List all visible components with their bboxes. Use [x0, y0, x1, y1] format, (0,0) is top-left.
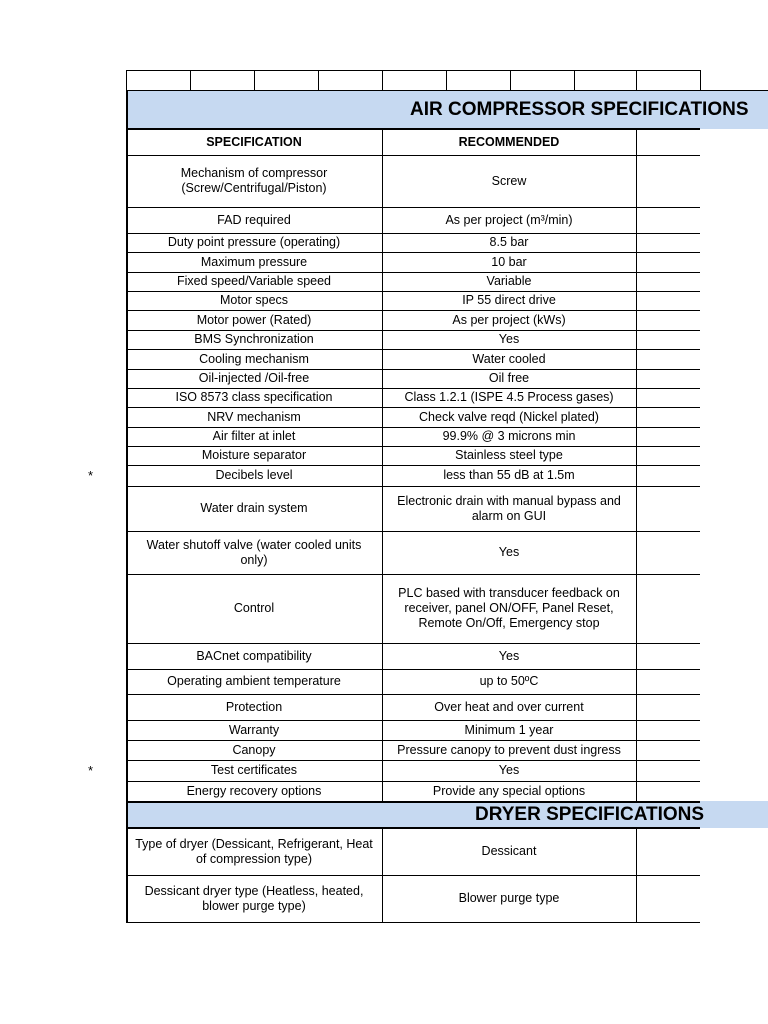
recommended-value-cell: 8.5 bar	[489, 235, 529, 249]
recommended-value-cell: Electronic drain with manual bypass and alarm on GUI	[397, 493, 621, 523]
recommended-value-cell: As per project (m³/min)	[445, 212, 573, 227]
recommended-value-cell: As per project (kWs)	[452, 312, 566, 327]
recommended-value-cell: Provide any special options	[432, 783, 586, 798]
spec-label-cell: Fixed speed/Variable speed	[176, 274, 332, 288]
recommended-value-cell: Water cooled	[472, 351, 546, 366]
recommended-value-cell: Yes	[498, 332, 520, 346]
top-strip-divider	[700, 70, 701, 90]
recommended-value-cell: Blower purge type	[458, 891, 560, 905]
spec-label-cell: ISO 8573 class specification	[175, 390, 333, 404]
asterisk-mark: *	[88, 467, 94, 483]
recommended-value-cell: Check valve reqd (Nickel plated)	[419, 409, 599, 424]
recommended-value-cell: Yes	[498, 545, 520, 559]
spec-label-cell: Motor power (Rated)	[196, 312, 312, 327]
top-strip-divider	[382, 70, 383, 90]
column-divider	[382, 828, 383, 922]
recommended-value-cell: IP 55 direct drive	[462, 293, 556, 307]
top-strip-divider	[636, 70, 637, 90]
column-header-recommended: RECOMMENDED	[458, 134, 560, 149]
band-top-line	[126, 801, 700, 803]
recommended-value-cell: Yes	[498, 648, 520, 663]
spec-label-cell: Energy recovery options	[186, 783, 322, 798]
column-divider	[636, 129, 637, 801]
table-left-border	[126, 828, 128, 923]
spec-label-cell: Motor specs	[219, 293, 289, 307]
spec-label-cell: Moisture separator	[201, 448, 307, 462]
recommended-value-cell: Dessicant	[481, 844, 537, 858]
recommended-value-cell: 10 bar	[491, 254, 527, 269]
recommended-value-cell: up to 50ºC	[479, 674, 539, 688]
spec-label-cell: BACnet compatibility	[196, 648, 312, 663]
spec-label-cell: Canopy	[232, 742, 276, 757]
recommended-value-cell: Class 1.2.1 (ISPE 4.5 Process gases)	[404, 390, 614, 404]
recommended-value-cell: Pressure canopy to prevent dust ingress	[397, 742, 621, 757]
spec-label-cell: Cooling mechanism	[199, 351, 309, 366]
top-strip-divider	[126, 70, 127, 90]
table-left-border	[126, 129, 128, 801]
top-strip-divider	[510, 70, 511, 90]
recommended-value-cell: Stainless steel type	[455, 448, 563, 462]
spec-label-cell: Mechanism of compressor (Screw/Centrifugal/Piston)	[180, 166, 328, 195]
band-top-line	[126, 90, 768, 91]
recommended-value-cell: 99.9% @ 3 microns min	[442, 429, 576, 443]
recommended-value-cell: Minimum 1 year	[464, 722, 554, 737]
spec-label-cell: NRV mechanism	[207, 409, 301, 424]
section-band-compressor-title: AIR COMPRESSOR SPECIFICATIONS	[410, 99, 749, 120]
spec-label-cell: BMS Synchronization	[194, 332, 314, 346]
spec-label-cell: Warranty	[228, 722, 280, 737]
spec-label-cell: Water shutoff valve (water cooled units only)	[146, 537, 362, 567]
top-strip-divider	[446, 70, 447, 90]
spec-label-cell: Dessicant dryer type (Heatless, heated, blower purge type)	[144, 883, 364, 913]
spec-label-cell: Protection	[225, 699, 283, 714]
column-divider	[636, 828, 637, 922]
top-strip-divider	[254, 70, 255, 90]
spec-label-cell: Decibels level	[215, 468, 293, 482]
spec-label-cell: Oil-injected /Oil-free	[198, 371, 310, 385]
section-band-dryer-title: DRYER SPECIFICATIONS	[475, 804, 705, 825]
band-left-border	[126, 801, 128, 828]
band-left-border	[126, 90, 128, 129]
spec-label-cell: Duty point pressure (operating)	[167, 235, 341, 249]
spec-label-cell: Maximum pressure	[200, 254, 308, 269]
recommended-value-cell: Variable	[486, 274, 532, 288]
spec-label-cell: Water drain system	[200, 501, 308, 515]
column-header-specification: SPECIFICATION	[206, 134, 302, 149]
top-strip-divider	[190, 70, 191, 90]
top-strip-divider	[574, 70, 575, 90]
recommended-value-cell: Screw	[491, 173, 527, 188]
spec-label-cell: Air filter at inlet	[212, 429, 296, 443]
spec-label-cell: FAD required	[217, 212, 291, 227]
asterisk-mark: *	[88, 762, 94, 778]
top-strip-line	[126, 70, 700, 71]
recommended-value-cell: Over heat and over current	[434, 699, 584, 714]
recommended-value-cell: Yes	[498, 763, 520, 777]
recommended-value-cell: PLC based with transducer feedback on receiver, panel ON/OFF, Panel Reset, Remote On/Off, Emergency stop	[398, 586, 620, 630]
top-strip-divider	[318, 70, 319, 90]
spec-label-cell: Test certificates	[210, 763, 298, 777]
spec-label-cell: Type of dryer (Dessicant, Refrigerant, Heat of compression type)	[135, 836, 373, 866]
spec-label-cell: Control	[233, 601, 275, 615]
row-divider	[126, 922, 700, 923]
spec-label-cell: Operating ambient temperature	[167, 674, 341, 688]
column-divider	[382, 129, 383, 801]
recommended-value-cell: less than 55 dB at 1.5m	[443, 468, 575, 482]
recommended-value-cell: Oil free	[488, 371, 530, 385]
